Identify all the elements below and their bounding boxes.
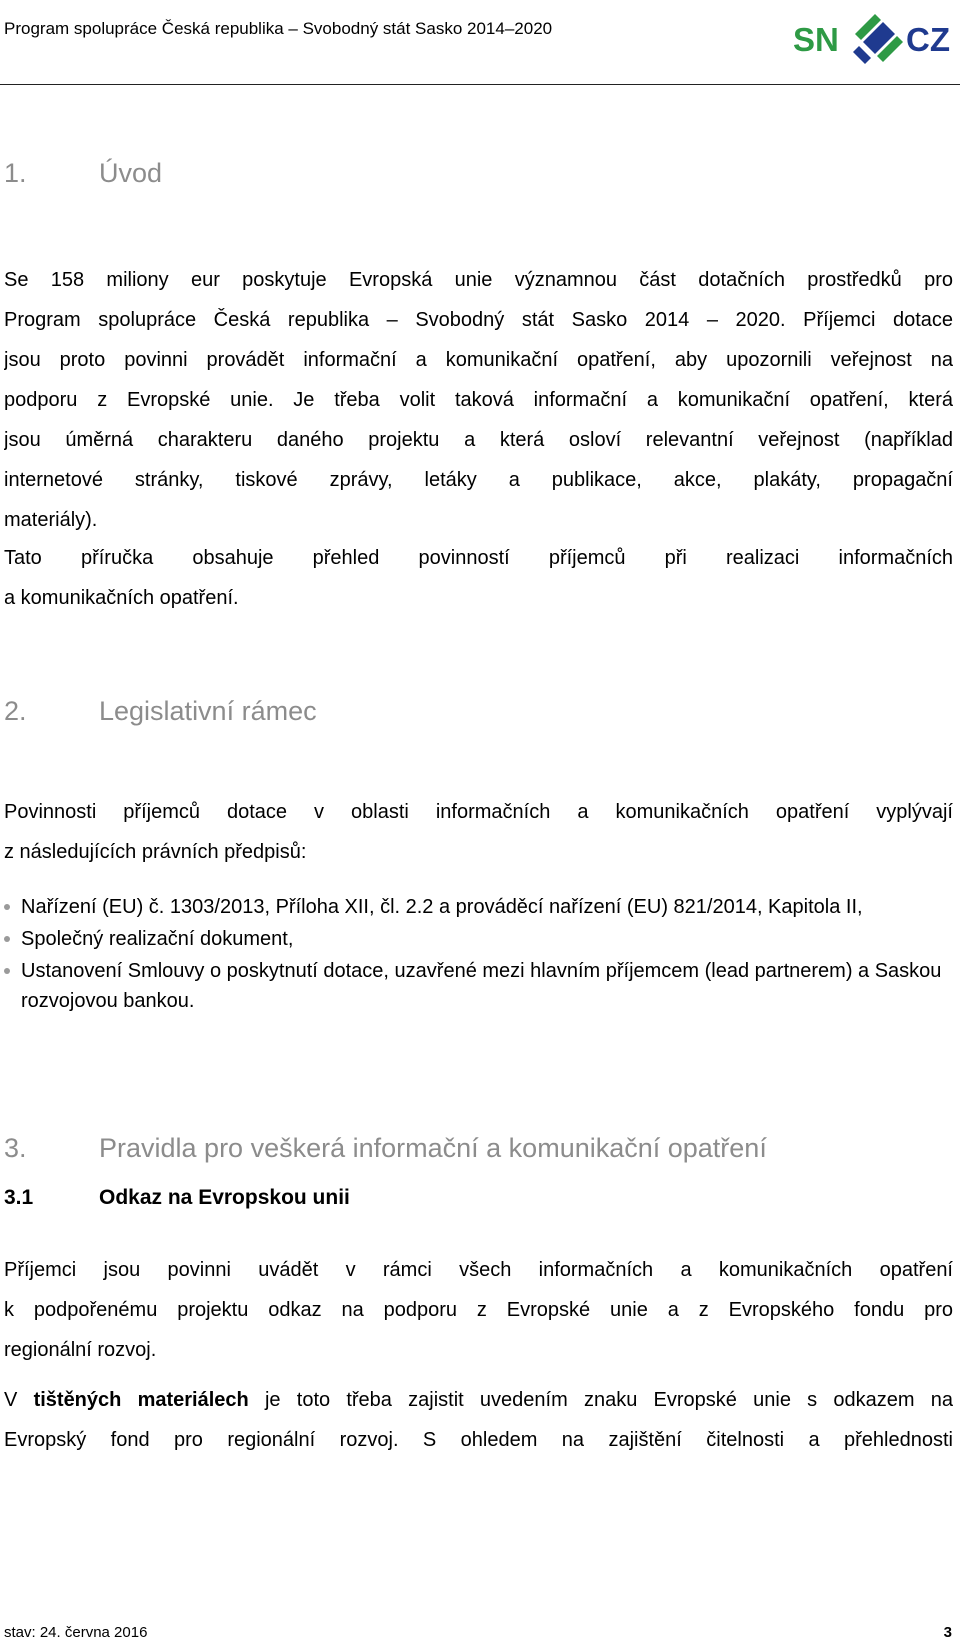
header-rule — [0, 84, 960, 85]
eu-reference-paragraph — [4, 1250, 953, 1370]
logo-diamond-mark — [853, 14, 903, 64]
text-line: regionální rozvoj. — [4, 1339, 157, 1361]
section-number: 1. — [4, 158, 27, 188]
text-line: z následujících právních předpisů: — [4, 841, 307, 863]
subsection-number: 3.1 — [4, 1186, 34, 1209]
section-1-heading — [4, 158, 162, 189]
page-number: 3 — [943, 1624, 952, 1641]
svg-text:CZ: CZ — [906, 21, 950, 58]
text-line: a komunikačních opatření. — [4, 587, 239, 609]
section-number: 2. — [4, 696, 27, 726]
intro-paragraph — [4, 260, 953, 540]
text-line: Příjemci jsou povinni uvádět v rámci všech informačních a komunikačních opatření — [4, 1259, 953, 1281]
svg-text:SN: SN — [793, 21, 839, 58]
text-line: internetové stránky, tiskové zprávy, letáky a publikace, akce, plakáty, propagační — [4, 469, 953, 491]
subsection-title: Odkaz na Evropskou unii — [99, 1186, 350, 1209]
text-line: materiály). — [4, 509, 98, 531]
section-2-heading — [4, 696, 317, 727]
text-line: Program spolupráce Česká republika – Svobodný stát Sasko 2014 – 2020. Příjemci dotace — [4, 309, 953, 331]
sn-cz-logo — [793, 4, 955, 72]
bullet-icon — [4, 936, 10, 942]
header-title: Program spolupráce Česká republika – Svobodný stát Sasko 2014–2020 — [4, 19, 553, 38]
list-item — [4, 892, 953, 922]
text-line: k podpořenému projektu odkaz na podporu z Evropské unie a z Evropského fondu pro — [4, 1299, 953, 1321]
section-title: Legislativní rámec — [99, 696, 317, 726]
bullet-icon — [4, 968, 10, 974]
printed-materials-paragraph — [4, 1380, 953, 1460]
list-item-text: Ustanovení Smlouvy o poskytnutí dotace, uzavřené mezi hlavním příjemcem (lead partnerem) a Saskou rozvojovou bankou. — [21, 960, 942, 1012]
text-line — [4, 1380, 953, 1420]
text-line: jsou úměrná charakteru daného projektu a která osloví relevantní veřejnost (například — [4, 429, 953, 451]
list-item-text: Společný realizační dokument, — [21, 928, 294, 950]
section-title: Úvod — [99, 158, 163, 188]
footer-status: stav: 24. června 2016 — [4, 1624, 148, 1641]
bold-text: tištěných materiálech — [33, 1389, 249, 1411]
text-line: Tato příručka obsahuje přehled povinností příjemců při realizaci informačních — [4, 547, 953, 569]
section-number: 3. — [4, 1133, 27, 1163]
legislation-paragraph — [4, 792, 953, 872]
text-line: jsou proto povinni provádět informační a komunikační opatření, aby upozornili veřejnost na — [4, 349, 953, 371]
section-3-heading — [4, 1133, 767, 1164]
text-line: Se 158 miliony eur poskytuje Evropská unie významnou část dotačních prostředků pro — [4, 269, 953, 291]
subsection-3-1-heading — [4, 1186, 350, 1210]
page-header — [0, 0, 960, 86]
section-title: Pravidla pro veškerá informační a komunikační opatření — [99, 1133, 767, 1163]
list-item — [4, 956, 953, 1016]
text-line: Povinnosti příjemců dotace v oblasti informačních a komunikačních opatření vyplývají — [4, 801, 953, 823]
bullet-icon — [4, 904, 10, 910]
legislation-list — [4, 892, 953, 1016]
list-item-text: Nařízení (EU) č. 1303/2013, Příloha XII, čl. 2.2 a prováděcí nařízení (EU) 821/2014, Kapitola II, — [21, 896, 863, 918]
list-item — [4, 924, 953, 954]
text-run: je toto třeba zajistit uvedením znaku Evropské unie s odkazem na — [248, 1389, 953, 1411]
text-run: V — [4, 1389, 34, 1411]
handbook-paragraph — [4, 538, 953, 618]
text-line: podporu z Evropské unie. Je třeba volit taková informační a komunikační opatření, která — [4, 389, 953, 411]
text-line: Evropský fond pro regionální rozvoj. S ohledem na zajištění čitelnosti a přehlednosti — [4, 1429, 953, 1451]
